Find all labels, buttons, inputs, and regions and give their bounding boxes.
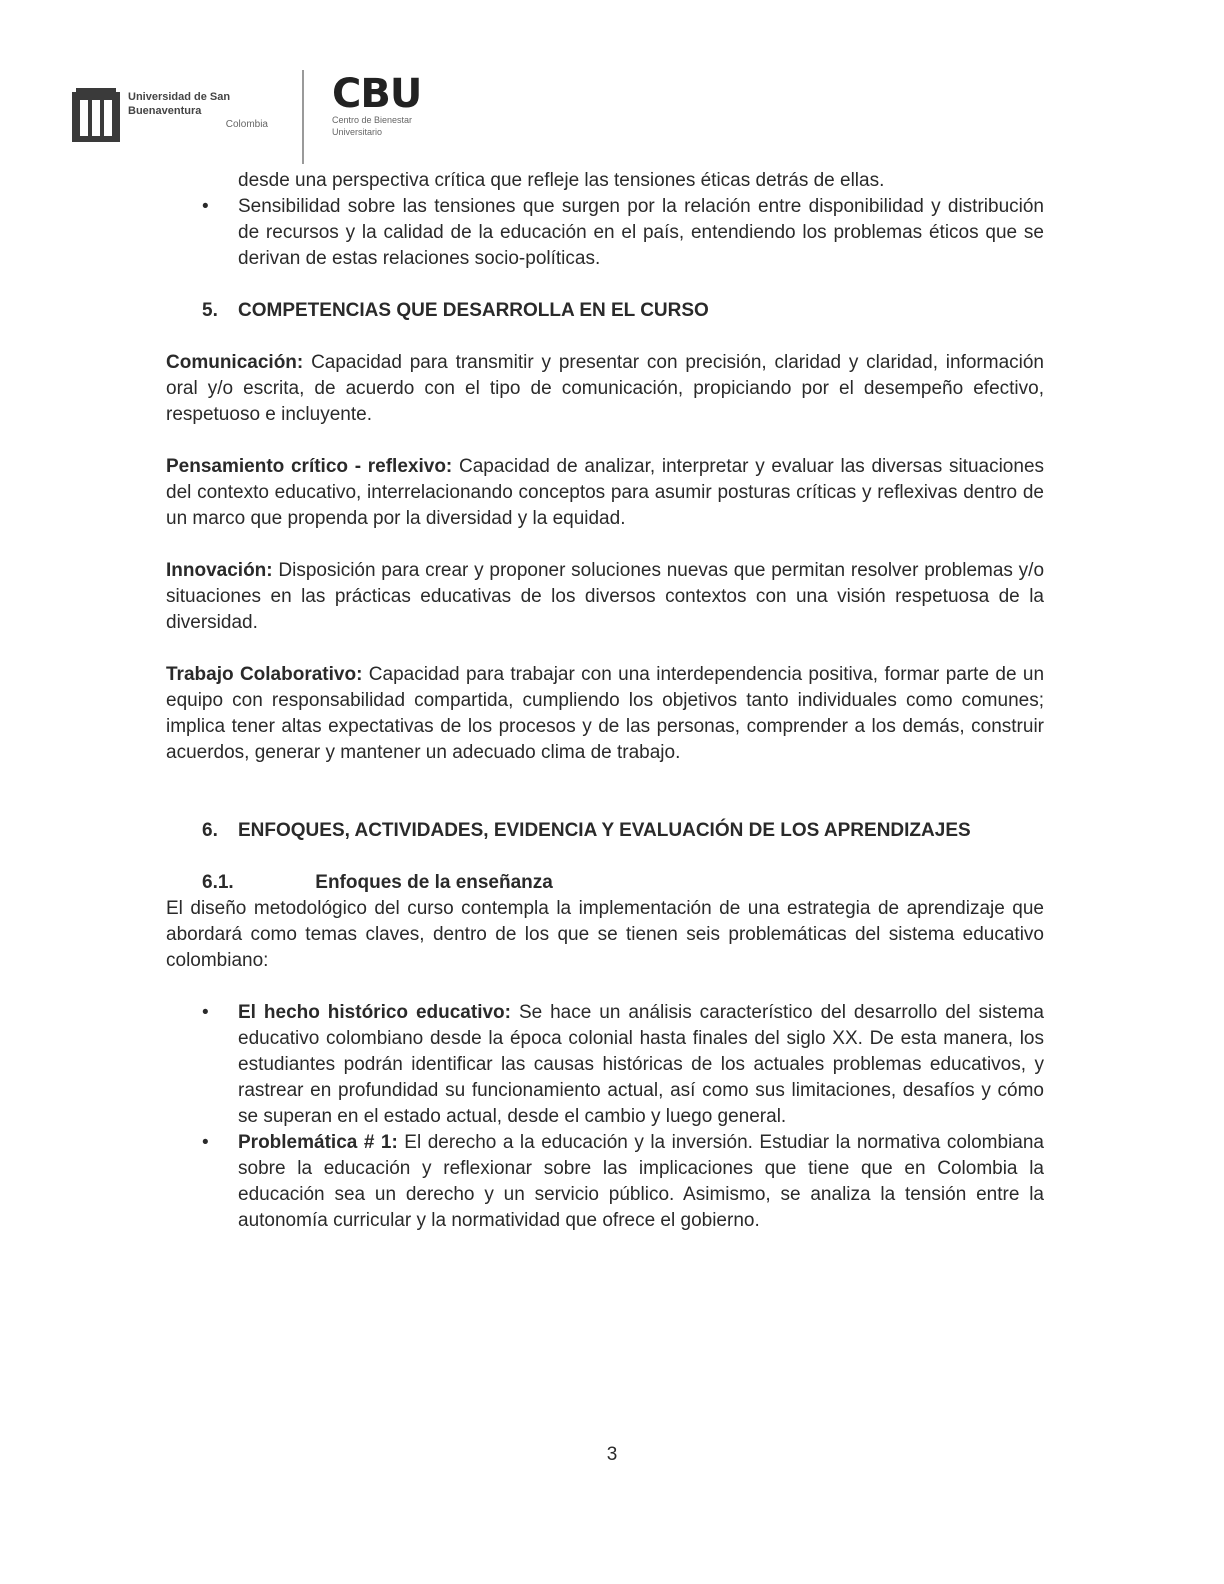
competence-comunicacion [166, 350, 1044, 428]
list-item [166, 1130, 1044, 1234]
section-6-number: 6. [202, 820, 218, 841]
competence-pensamiento [166, 454, 1044, 532]
section-6-heading [166, 818, 1044, 844]
section-5-number: 5. [202, 300, 218, 321]
bullet-sensibilidad-text: Sensibilidad sobre las tensiones que surgen por la relación entre disponibilidad y distribución de recursos y la calidad de la educación en el país, entendiendo los problemas éticos que se derivan de estas relaciones socio-políticas. [238, 196, 1044, 269]
subsection-6-1-number: 6.1. [202, 872, 234, 893]
competence-text: Capacidad para transmitir y presentar con precisión, claridad y claridad, información oral y/o escrita, de acuerdo con el tipo de comunicación, propiciando por el desempeño efectivo, respetuoso e incluyente. [166, 352, 1045, 425]
continued-bullet-text: desde una perspectiva crítica que refleje las tensiones éticas detrás de ellas. [238, 170, 885, 191]
bullet-icon: • [202, 196, 209, 217]
competence-trabajo [166, 662, 1044, 766]
bullet-icon: • [202, 1132, 209, 1153]
bullet-text: Se hace un análisis característico del desarrollo del sistema educativo colombiano desde la época colonial hasta finales del siglo XX. De esta manera, los estudiantes podrán identificar las causas históricas de los actuales problemas educativos, y rastrear en profundidad su funcionamiento actual, así como sus limitaciones, desafíos y cómo se superan en el estado actual, desde el cambio y luego general. [238, 1002, 1044, 1127]
university-name-text: Universidad de San Buenaventura [128, 91, 231, 117]
subsection-6-1-heading [166, 870, 1044, 896]
cbu-logo [332, 71, 442, 164]
competence-text: Capacidad de analizar, interpretar y evaluar las diversas situaciones del contexto educativo, interrelacionando conceptos para asumir posturas críticas y reflexivas dentro de un marco que propenda por la diversidad y la equidad. [166, 456, 1045, 529]
competence-innovacion [166, 558, 1044, 636]
subsection-6-1-text: El diseño metodológico del curso contempla la implementación de una estrategia de aprendizaje que abordará como temas claves, dentro de los que se tienen seis problemáticas del sistema educativo colombiano: [166, 898, 1044, 971]
university-name [128, 90, 268, 132]
competence-term: Pensamiento crítico - reflexivo: [166, 456, 453, 477]
list-item [166, 194, 1044, 272]
page-number: 3 [606, 1444, 618, 1465]
cbu-wordmark: CBU [332, 71, 422, 117]
bullet-term: Problemática # 1: [238, 1132, 398, 1153]
university-emblem-icon [70, 86, 122, 146]
header-divider [302, 70, 304, 164]
competence-text: Capacidad para trabajar con una interdependencia positiva, formar parte de un equipo con responsabilidad compartida, cumpliendo los objetivos tanto individuales como comunes; implica tener altas expectativas de los procesos y de las personas, comprender a los demás, construir acuerdos, generar y mantener un adecuado clima de trabajo. [166, 664, 1045, 763]
competence-term: Trabajo Colaborativo: [166, 664, 363, 685]
section-5-heading [166, 298, 1044, 324]
competence-term: Innovación: [166, 560, 273, 581]
university-logo [70, 82, 270, 152]
competence-term: Comunicación: [166, 352, 304, 373]
competence-text: Disposición para crear y proponer soluciones nuevas que permitan resolver problemas y/o situaciones en las prácticas educativas de los diversos contextos con una visión respetuosa de la diversidad. [166, 560, 1045, 633]
bullet-term: El hecho histórico educativo: [238, 1002, 511, 1023]
subsection-6-1-title: Enfoques de la enseñanza [315, 872, 553, 893]
section-6-title: ENFOQUES, ACTIVIDADES, EVIDENCIA Y EVALUACIÓN DE LOS APRENDIZAJES [238, 820, 971, 841]
bullet-text: El derecho a la educación y la inversión. Estudiar la normativa colombiana sobre la educación y reflexionar sobre las implicaciones que tiene que en Colombia la educación sea un derecho y un servicio público. Asimismo, se analiza la tensión entre la autonomía curricular y la normatividad que ofrece el gobierno. [238, 1132, 1045, 1231]
page-header [70, 70, 450, 170]
list-item [166, 1000, 1044, 1130]
cbu-subtitle: Centro de Bienestar Universitario [332, 115, 413, 137]
document-body [166, 168, 1044, 1234]
university-city: Colombia [225, 119, 268, 130]
section-5-title: COMPETENCIAS QUE DESARROLLA EN EL CURSO [238, 300, 709, 321]
bullet-icon: • [202, 1002, 209, 1023]
